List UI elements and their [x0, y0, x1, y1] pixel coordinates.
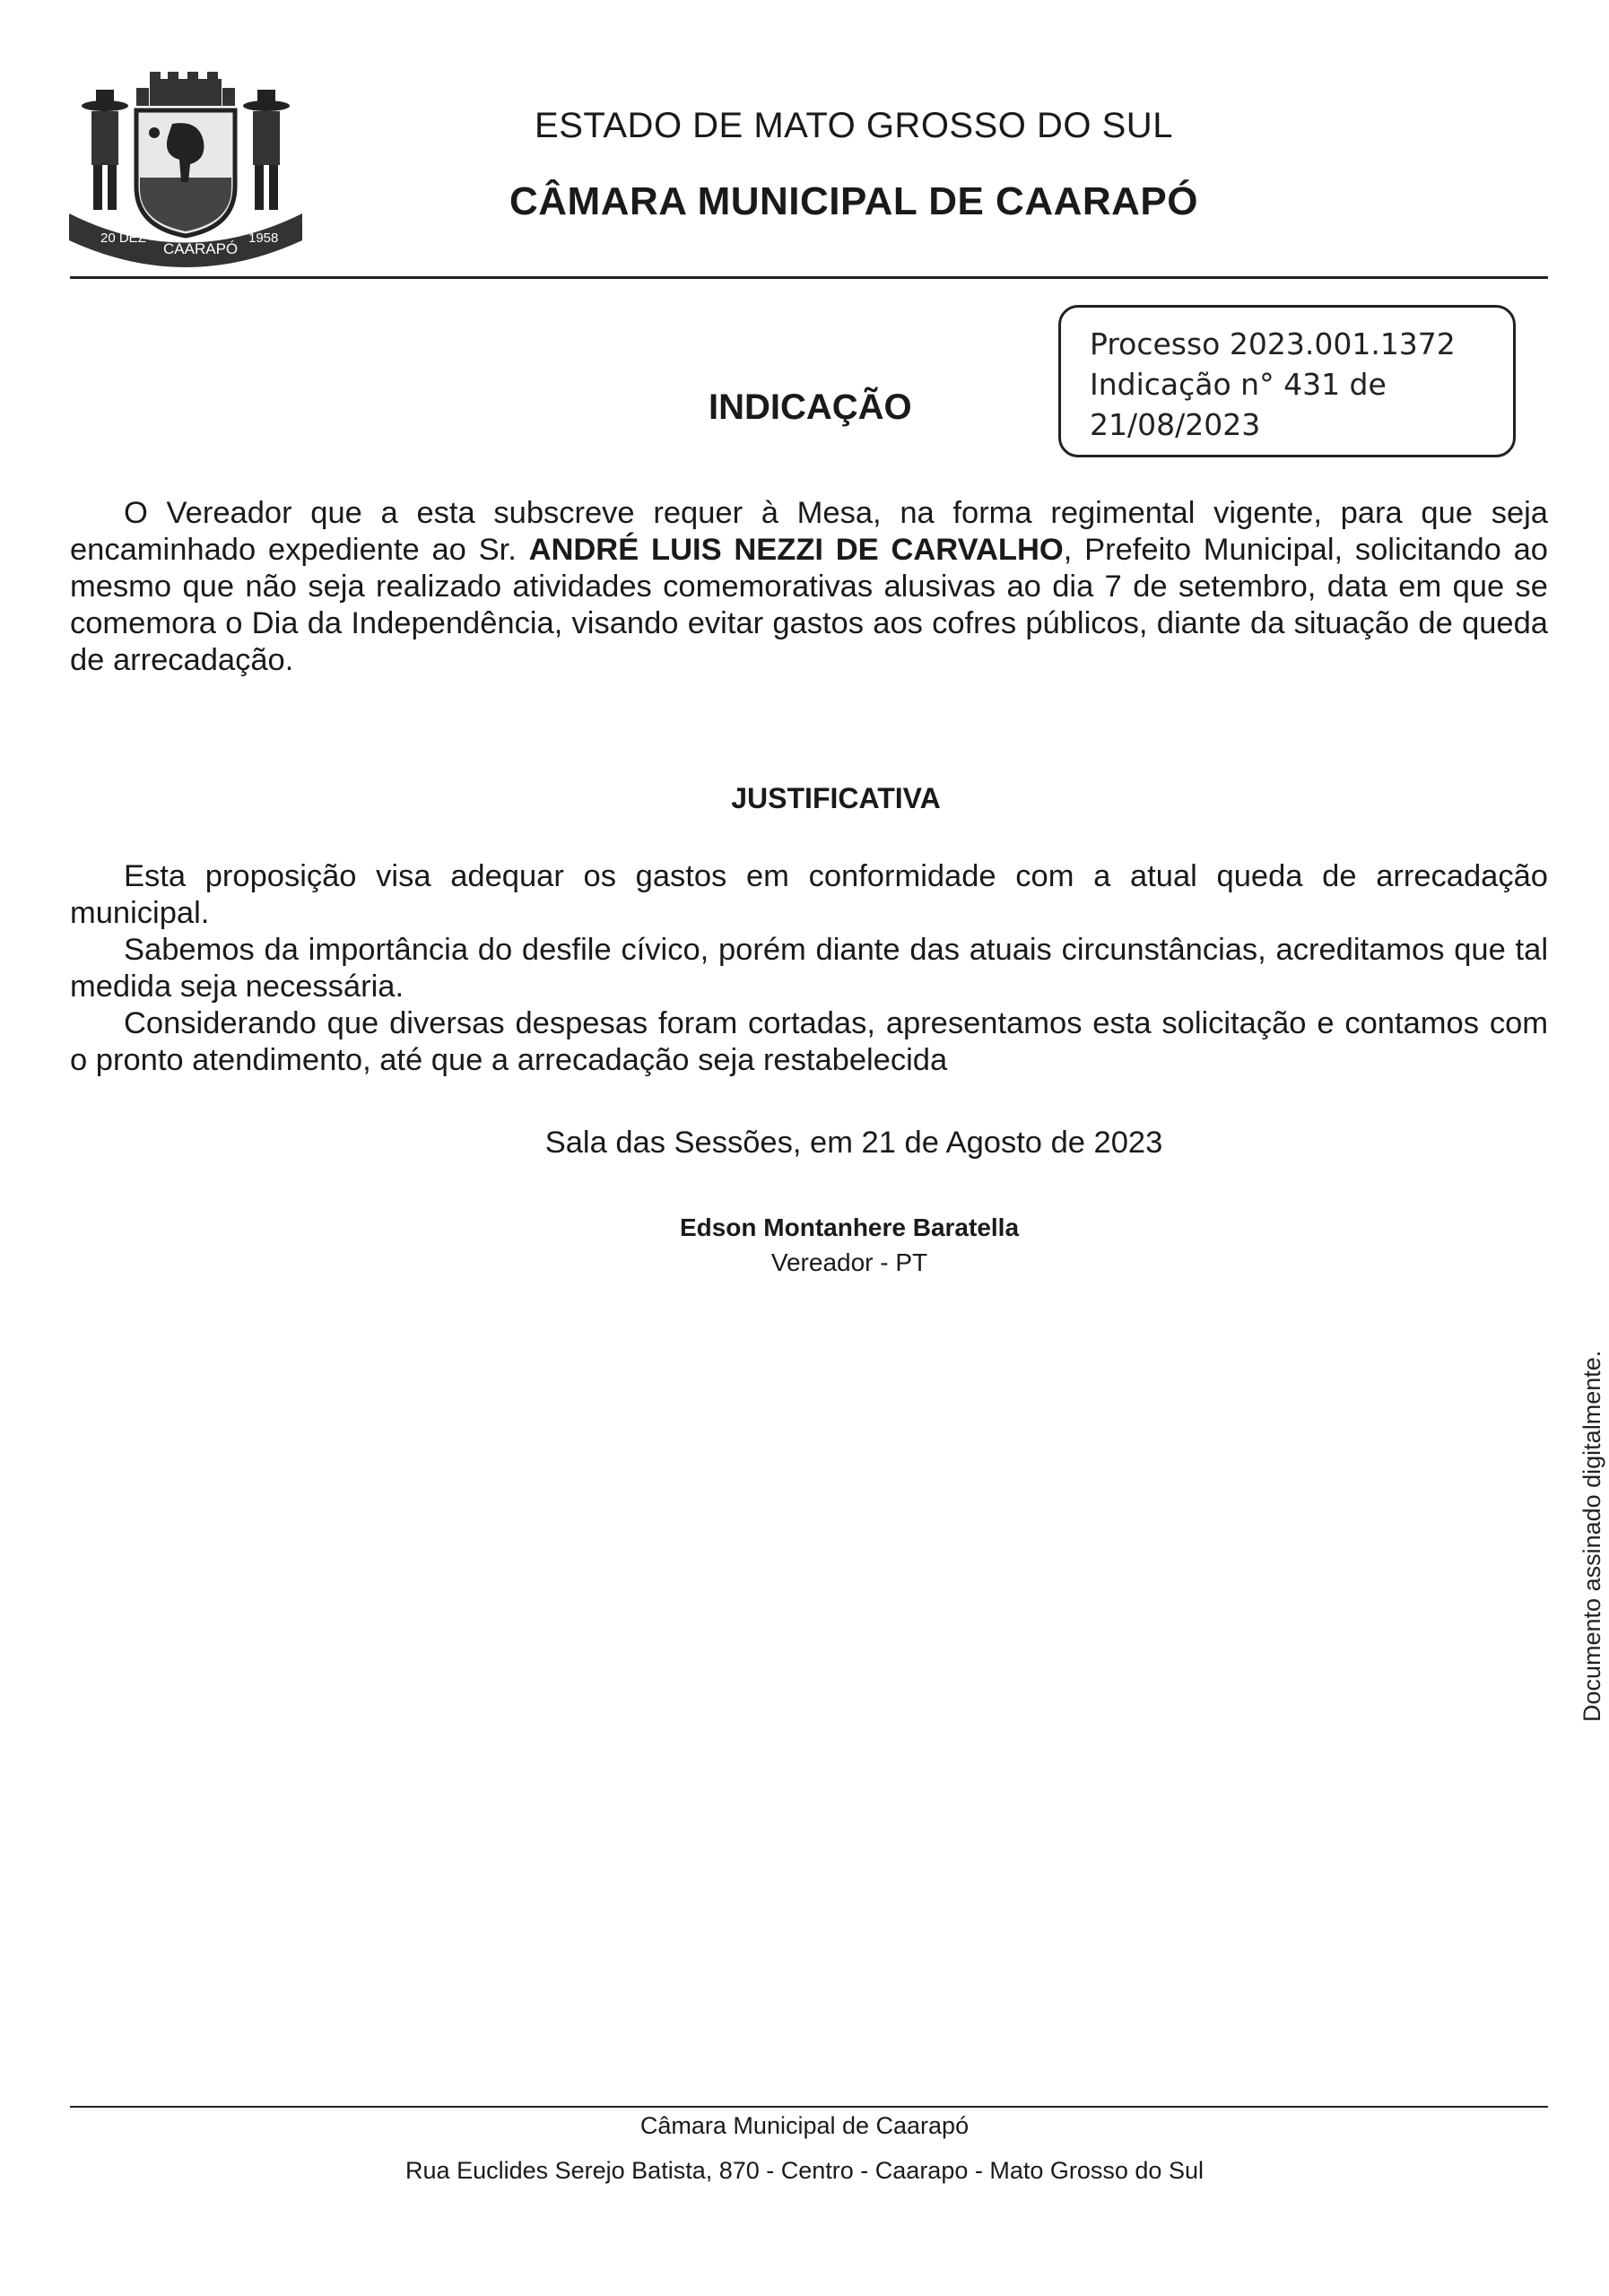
justification-paragraph-3: Considerando que diversas despesas foram cortadas, apresentamos esta solicitação e contamos com o pronto atendimento, até que a arrecadação seja restabelecida [70, 1006, 1548, 1077]
stamp-date: 21/08/2023 [1090, 407, 1261, 442]
stamp-indication-number: Indicação n° 431 de [1090, 367, 1387, 402]
request-paragraph [70, 495, 1548, 679]
chamber-heading: CÂMARA MUNICIPAL DE CAARAPÓ [509, 179, 1198, 223]
footer-institution: Câmara Municipal de Caarapó [639, 2112, 970, 2139]
stamp-process-number: Processo 2023.001.1372 [1090, 326, 1456, 361]
protocol-stamp [1058, 305, 1516, 457]
request-text-end: , Prefeito Municipal, solicitando ao mesmo que não seja realizado atividades comemorativas alusivas ao dia 7 de setembro, data em que se comemora o Dia da Independência, visando evitar gastos aos cofres públicos, diante da situação de queda de arrecadação. [70, 533, 1548, 677]
justification-title: JUSTIFICATIVA [731, 782, 941, 814]
digital-signature-note: Documento assinado digitalmente. [1579, 1350, 1605, 1722]
municipal-crest-logo [65, 70, 307, 267]
state-heading: ESTADO DE MATO GROSSO DO SUL [535, 106, 1173, 145]
footer-divider [70, 2106, 1548, 2108]
signer-name: Edson Montanhere Baratella [679, 1213, 1020, 1241]
crest-year-text: 1958 [248, 230, 279, 246]
justification-paragraph-2: Sabemos da importância do desfile cívico, porém diante das atuais circunstâncias, acreditamos que tal medida seja necessária. [70, 933, 1548, 1004]
crest-city-text: CAARAPÓ [163, 240, 239, 257]
crest-date-text: 20 DEZ [100, 230, 146, 246]
footer-address: Rua Euclides Serejo Batista, 870 - Centro - Caarapo - Mato Grosso do Sul [405, 2157, 1204, 2184]
justification-paragraph-1: Esta proposição visa adequar os gastos em conformidade com a atual queda de arrecadação municipal. [70, 859, 1548, 930]
request-text-start: O Vereador que a esta subscreve requer à Mesa, na forma regimental vigente, para que seja encaminhado expediente ao Sr. [70, 496, 1548, 567]
document-title: INDICAÇÃO [709, 387, 912, 427]
signer-role: Vereador - PT [770, 1248, 928, 1276]
justification-body [70, 858, 1548, 1079]
place-and-date: Sala das Sessões, em 21 de Agosto de 2023 [544, 1126, 1163, 1160]
mayor-name: ANDRÉ LUIS NEZZI DE CARVALHO [528, 533, 1064, 567]
header-divider [70, 276, 1548, 279]
